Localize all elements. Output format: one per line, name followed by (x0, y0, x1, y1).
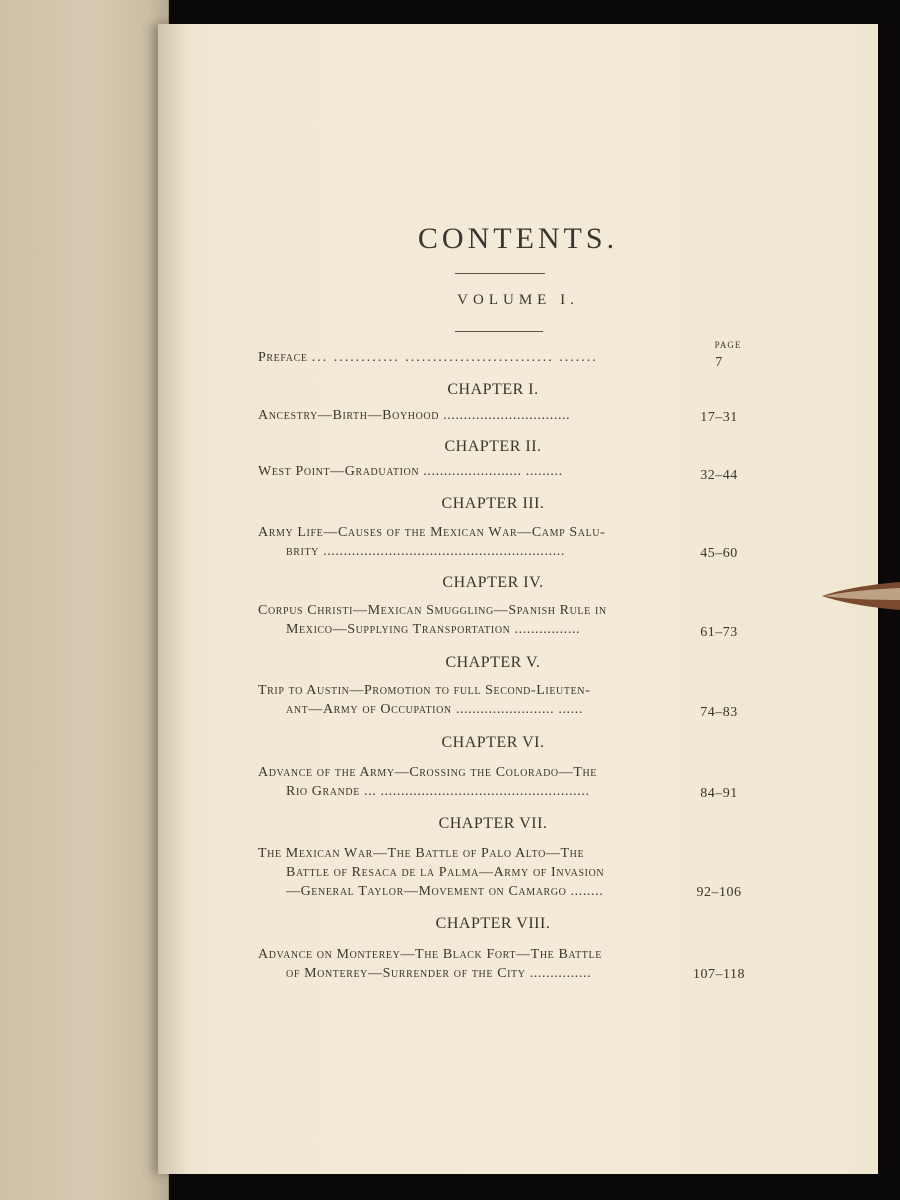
chapter-page-number: 17–31 (700, 410, 738, 425)
entry-line: Army Life—Causes of the Mexican War—Camp Salu- (258, 525, 606, 540)
chapter-entry (258, 523, 683, 561)
chapter-heading: CHAPTER VIII. (435, 915, 551, 932)
entry-line: Advance of the Army—Crossing the Colorado—The (258, 765, 597, 780)
chapter-entry (258, 763, 683, 801)
entry-line: —General Taylor—Movement on Camargo ........ (286, 884, 604, 899)
page-column-label: PAGE (714, 340, 742, 350)
chapter-entry (258, 681, 683, 719)
title-divider (455, 273, 545, 274)
chapter-entry (258, 406, 683, 425)
chapter-heading: CHAPTER II. (444, 438, 542, 455)
preface-label: Preface (258, 350, 308, 365)
preface-dots: ... ............ ........................... ....... (311, 350, 598, 365)
entry-line: Mexico—Supplying Transportation ................ (286, 622, 581, 637)
chapter-heading: CHAPTER III. (441, 495, 545, 512)
chapter-entry (258, 945, 683, 983)
chapter-entry (258, 844, 683, 901)
entry-line: Corpus Christi—Mexican Smuggling—Spanish Rule in (258, 603, 607, 618)
entry-line: Rio Grande ... ................................................... (286, 784, 590, 799)
volume-heading: VOLUME I. (457, 292, 579, 308)
entry-line: Trip to Austin—Promotion to full Second-Lieuten- (258, 683, 591, 698)
chapter-page-number: 92–106 (696, 885, 742, 900)
entry-line: The Mexican War—The Battle of Palo Alto—The (258, 846, 585, 861)
chapter-page-number: 45–60 (700, 546, 738, 561)
chapter-page-number: 32–44 (700, 468, 738, 483)
chapter-heading: CHAPTER V. (445, 654, 541, 671)
entry-line: of Monterey—Surrender of the City ............... (286, 966, 592, 981)
entry-line: Advance on Monterey—The Black Fort—The Battle (258, 947, 602, 962)
chapter-heading: CHAPTER I. (447, 381, 539, 398)
chapter-entry (258, 601, 683, 639)
preface-entry (258, 348, 683, 367)
entry-line: brity ........................................................... (286, 544, 565, 559)
chapter-entry (258, 462, 683, 481)
chapter-page-number: 74–83 (700, 705, 738, 720)
entry-line: Battle of Resaca de la Palma—Army of Invasion (286, 865, 605, 880)
chapter-heading: CHAPTER IV. (442, 574, 544, 591)
page-title: CONTENTS. (417, 222, 619, 255)
volume-divider (455, 331, 543, 332)
chapter-page-number: 61–73 (700, 625, 738, 640)
chapter-page-number: 107–118 (693, 967, 745, 982)
chapter-page-number: 84–91 (700, 786, 738, 801)
preface-page-number: 7 (715, 355, 723, 370)
chapter-heading: CHAPTER VI. (441, 734, 545, 751)
entry-line: Ancestry—Birth—Boyhood ............................... (258, 408, 571, 423)
entry-line: ant—Army of Occupation ........................ ...... (286, 702, 583, 717)
entry-line: West Point—Graduation ........................ ......... (258, 464, 563, 479)
chapter-heading: CHAPTER VII. (438, 815, 548, 832)
